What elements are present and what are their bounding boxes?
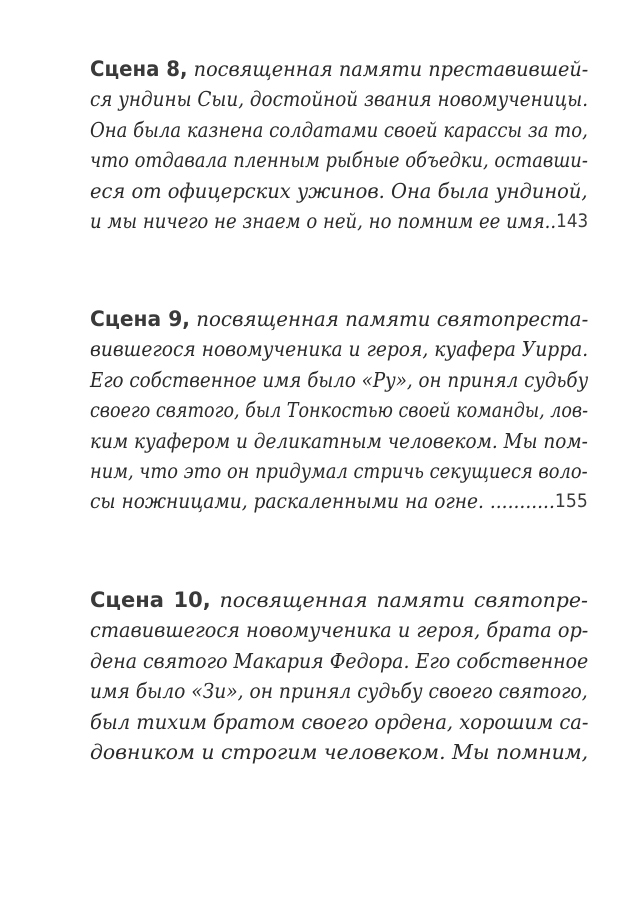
entry-text-line: посвященная памяти преставившей- — [193, 57, 589, 81]
entry-text-line: еся от офицерских ужинов. Она была ундиной, — [90, 178, 588, 203]
toc-line — [90, 615, 589, 645]
toc-entry-scene-10 — [90, 585, 588, 767]
entry-text-line: дена святого Макария Федора. Его собственное — [90, 648, 589, 673]
toc-entry-scene-8 — [90, 54, 588, 236]
toc-line — [90, 145, 588, 175]
toc-line — [90, 707, 589, 737]
entry-text-line: сы ножницами, раскаленными на огне. ........... — [90, 489, 555, 514]
entry-text-line: Его собственное имя было «Ру», он принял судьбу — [90, 367, 589, 392]
entry-text-line: вившегося новомученика и героя, куафера Уирра. — [90, 337, 589, 362]
entry-text-line: имя было «Зи», он принял судьбу своего святого, — [90, 679, 588, 704]
toc-line — [90, 486, 588, 516]
entry-text-line: посвященная памяти святопреста- — [196, 307, 589, 331]
entry-text-line: ся ундины Сыи, достойной звания новомученицы. — [90, 87, 589, 112]
scene-label: Сцена 10, — [90, 588, 211, 612]
entry-text-line: ставившегося новомученика и героя, брата ор- — [90, 618, 589, 643]
toc-line — [90, 365, 589, 395]
toc-line — [90, 456, 588, 486]
toc-line — [90, 334, 589, 364]
page-number[interactable]: 155 — [554, 490, 588, 513]
toc-line — [90, 646, 589, 676]
toc-line — [90, 395, 589, 425]
entry-text-line: довником и строгим человеком. Мы помним, — [90, 739, 589, 764]
page-number[interactable]: 143 — [556, 209, 589, 232]
toc-line — [90, 676, 588, 706]
toc-line — [90, 304, 589, 334]
toc-line — [90, 737, 589, 767]
scene-label: Сцена 8, — [90, 57, 188, 81]
entry-text-line: и мы ничего не знаем о ней, но помним ее имя.. — [90, 208, 557, 233]
entry-text-line: что отдавала пленным рыбные объедки, оставши- — [90, 148, 588, 173]
toc-line — [90, 426, 588, 456]
toc-line — [90, 176, 588, 206]
entry-text-line: Она была казнена солдатами своей карассы за то, — [90, 117, 588, 142]
toc-line — [90, 54, 589, 84]
entry-text-line: был тихим братом своего ордена, хорошим са- — [90, 709, 589, 734]
entry-text-line: своего святого, был Тонкостью своей команды, лов- — [90, 398, 589, 423]
toc-line — [90, 84, 589, 114]
toc-line — [90, 115, 588, 145]
entry-text-line: ким куафером и деликатным человеком. Мы пом- — [90, 428, 588, 453]
toc-line — [90, 206, 589, 236]
scene-label: Сцена 9, — [90, 307, 190, 331]
toc-line — [90, 585, 588, 615]
entry-text-line: посвященная памяти святопре- — [219, 588, 588, 612]
entry-text-line: ним, что это он придумал стричь секущиеся воло- — [90, 458, 588, 483]
toc-entry-scene-9 — [90, 304, 588, 517]
